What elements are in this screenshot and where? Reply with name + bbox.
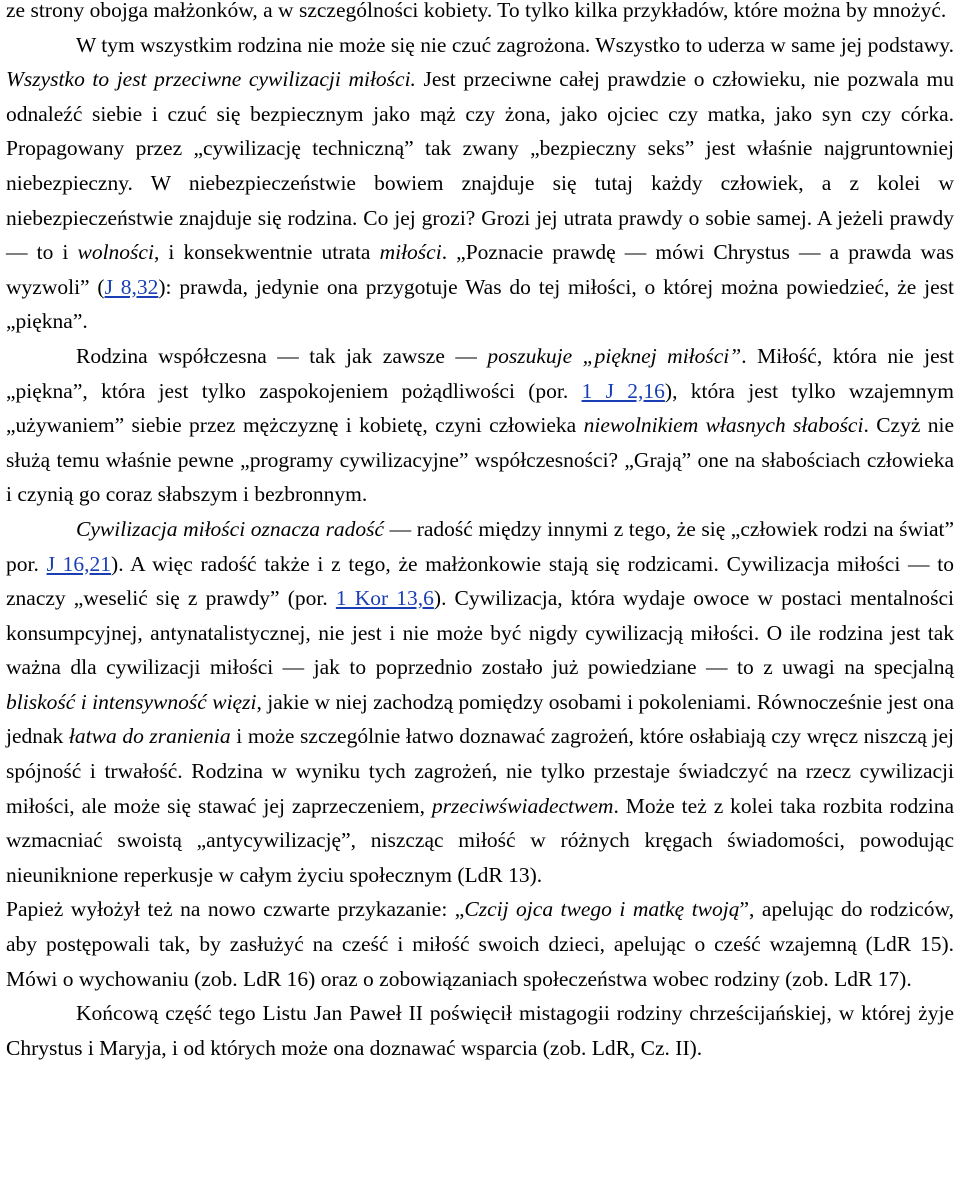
body-text: ). A więc radość także i z tego, że małżonkowie stają się rodzicami. Cywilizacja miłości — to znaczy „weselić się z prawdy” (por. [6, 551, 954, 611]
bible-link-j-16-21[interactable]: J 16,21 [46, 551, 112, 576]
body-text: . Czyż nie służą temu właśnie pewne „programy cywilizacyjne” współczesności? „Grają” one na słabościach człowieka i czynią go coraz słabszym i bezbronnym. [6, 413, 954, 507]
body-text: , i konsekwentnie utrata [153, 240, 380, 265]
paragraph [6, 28, 954, 339]
italic-text: przeciwświadectwem [431, 793, 614, 818]
paragraph [6, 892, 954, 996]
italic-text: bliskość i intensywność więzi [6, 689, 257, 714]
body-text: Papież wyłożył też na nowo czwarte przykazanie: „ [6, 897, 465, 922]
paragraph [6, 512, 954, 893]
paragraph [6, 339, 954, 512]
italic-text: poszukuje „pięknej miłości” [487, 343, 742, 368]
body-text: , jakie w niej zachodzą pomiędzy osobami i pokoleniami. Równocześnie jest ona jednak [6, 689, 954, 749]
body-text: ). Cywilizacja, która wydaje owoce w postaci mentalności konsumpcyjnej, antynatalistycznej, nie jest i nie może być nigdy cywilizacją miłości. O ile rodzina jest tak ważna dla cywilizacji miłości — jak to poprzednio zostało już powiedziane — to z uwagi na specjalną [6, 586, 955, 680]
paragraph [6, 996, 954, 1065]
body-text: Rodzina współczesna — tak jak zawsze — [76, 343, 488, 368]
italic-text: miłości [379, 240, 442, 265]
body-text: — radość między innymi z tego, że się „człowiek rodzi na świat” por. [6, 516, 955, 576]
paragraph [6, 0, 954, 28]
bible-link-j-8-32[interactable]: J 8,32 [104, 274, 159, 299]
bible-link-1kor-13-6[interactable]: 1 Kor 13,6 [335, 586, 434, 611]
body-text: i może szczególnie łatwo doznawać zagrożeń, które osłabiają czy wręcz niszczą jej spójność i trwałość. Rodzina w wyniku tych zagrożeń, nie tylko przestaje świadczyć na rzecz cywilizacji miłości, ale może się stawać jej zaprzeczeniem, [6, 724, 954, 818]
italic-text: niewolnikiem własnych słabości [583, 413, 864, 438]
body-text: . „Poznacie prawdę — mówi Chrystus — a prawda was wyzwoli” ( [6, 240, 954, 299]
body-text: Jest przeciwne całej prawdzie o człowieku, nie pozwala mu odnaleźć siebie i czuć się bezpiecznym jako mąż czy żona, jako ojciec czy matka, jako syn czy córka. Propagowany przez „cywilizację techniczną” tak zwany „bezpieczny seks” jest właśnie najgruntowniej niebezpieczny. W niebezpieczeństwie bowiem znajduje się tutaj każdy człowiek, a z kolei w niebezpieczeństwie znajduje się rodzina. Co jej grozi? Grozi jej utrata prawdy o sobie samej. A jeżeli prawdy — to i [6, 67, 954, 265]
body-text: ”, apelując do rodziców, aby postępowali tak, by zasłużyć na cześć i miłość swoich dzieci, apelując o cześć wzajemną (LdR 15). Mówi o wychowaniu (zob. LdR 16) oraz o zobowiązaniach społeczeństwa wobec rodziny (zob. LdR 17). [6, 897, 954, 991]
body-text: . Miłość, która nie jest „piękna”, która jest tylko zaspokojeniem pożądliwości (por. [6, 343, 954, 403]
bible-link-1j-2-16[interactable]: 1 J 2,16 [581, 378, 665, 403]
body-text: Końcową część tego Listu Jan Paweł II poświęcił mistagogii rodziny chrześcijańskiej, w której żyje Chrystus i Maryja, i od których może ona doznawać wsparcia (zob. LdR, Cz. II). [6, 1001, 954, 1060]
italic-text: łatwa do zranienia [68, 724, 231, 749]
body-text: ): prawda, jedynie ona przygotuje Was do tej miłości, o której można powiedzieć, że jest „piękna”. [6, 274, 954, 334]
italic-text: Czcij ojca twego i matkę twoją [464, 897, 740, 922]
italic-text: Cywilizacja miłości oznacza radość [76, 516, 385, 541]
body-text: ), która jest tylko wzajemnym „używaniem” siebie przez mężczyznę i kobietę, czyni człowieka [6, 378, 954, 438]
body-text: W tym wszystkim rodzina nie może się nie czuć zagrożona. Wszystko to uderza w same jej podstawy. [76, 32, 954, 57]
body-text: ze strony obojga małżonków, a w szczególności kobiety. To tylko kilka przykładów, które można by mnożyć. [6, 0, 947, 22]
body-text: . Może też z kolei taka rozbita rodzina wzmacniać swoistą „antycywilizację”, niszcząc miłość w różnych kręgach świadomości, powodując nieuniknione reperkusje w całym życiu społecznym (LdR 13). [6, 793, 954, 887]
italic-text: wolności [77, 240, 154, 265]
italic-text: Wszystko to jest przeciwne cywilizacji miłości. [6, 67, 416, 92]
